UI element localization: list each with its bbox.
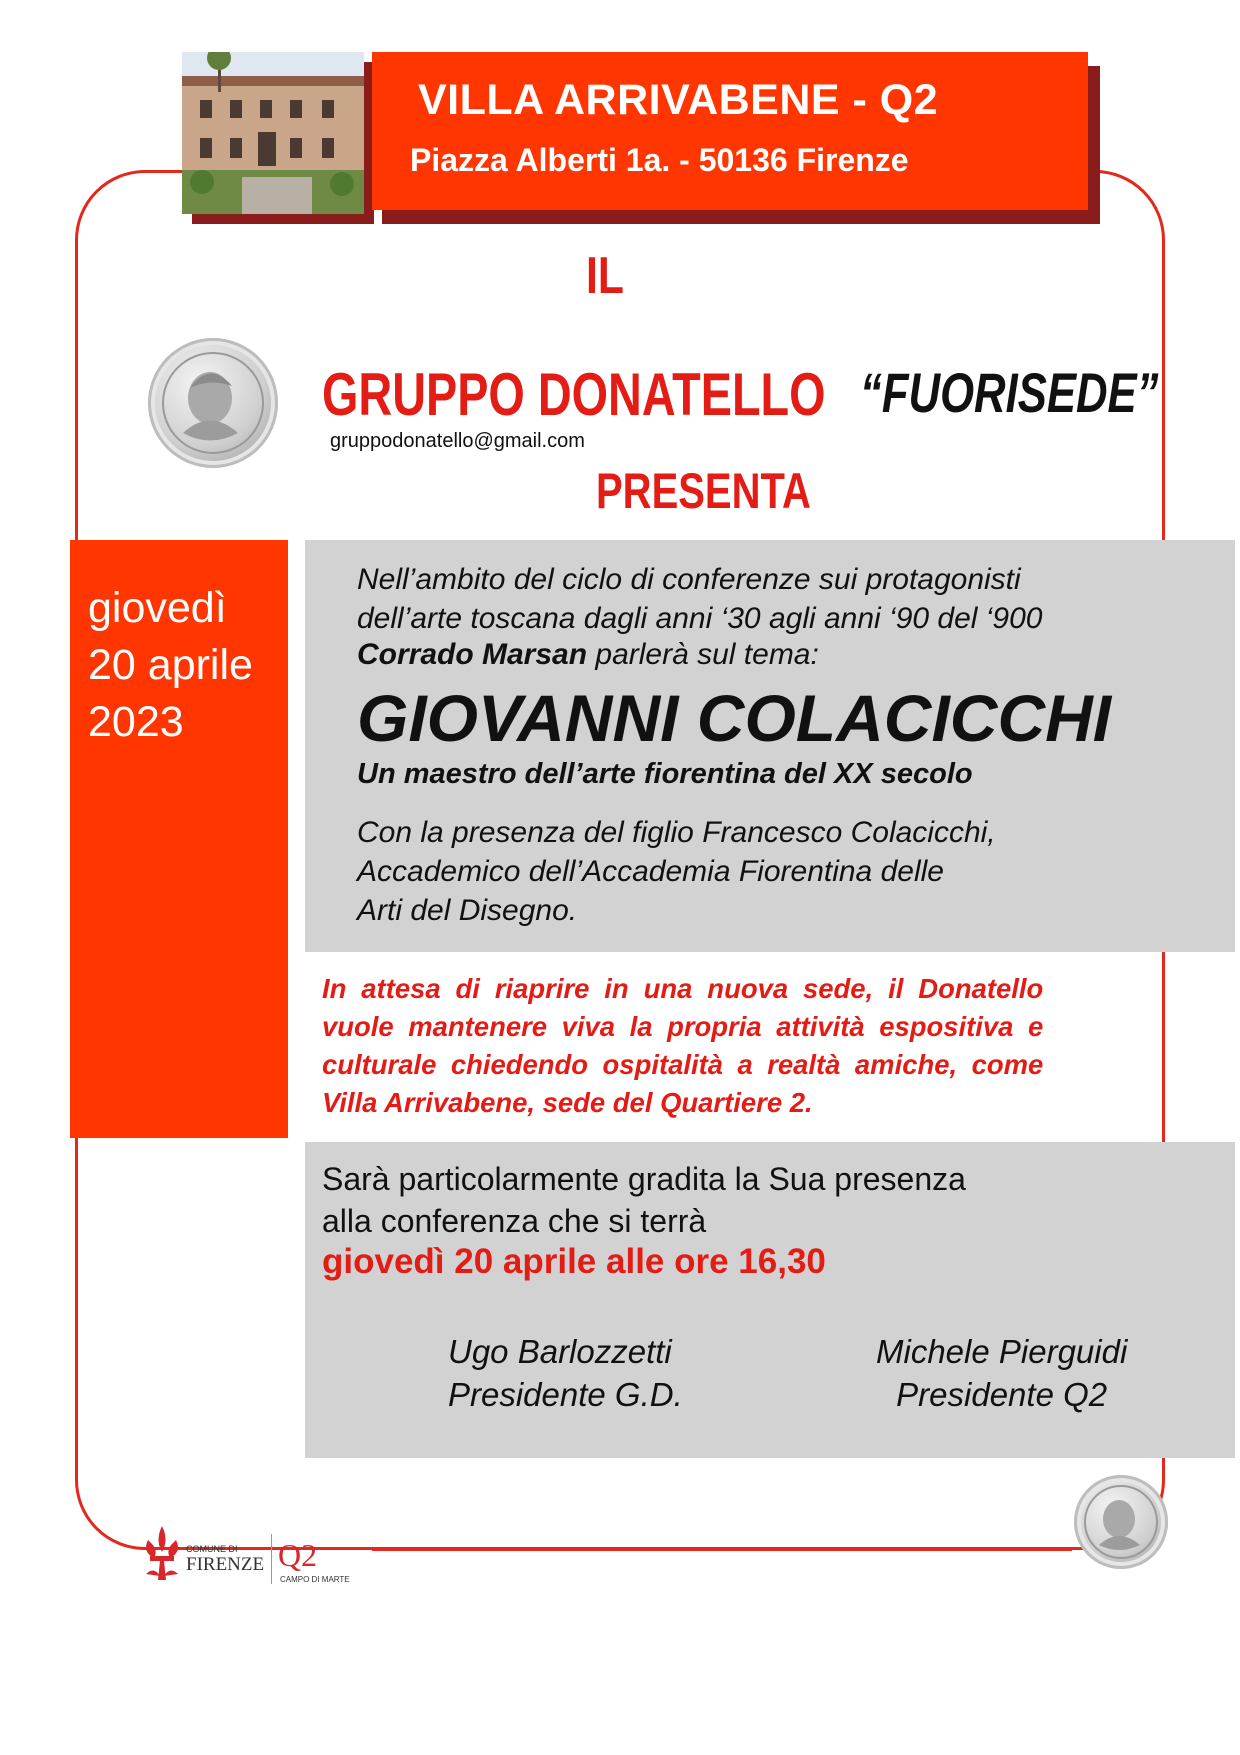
date-year: 2023 [88, 698, 184, 746]
speaker-line [357, 638, 819, 672]
comune-big: FIRENZE [186, 1554, 265, 1575]
footer-rule [372, 1548, 1072, 1551]
event-time: giovedì 20 aprile alle ore 16,30 [322, 1242, 826, 1281]
signature-q2 [876, 1330, 1127, 1416]
heading-il: IL [586, 247, 624, 305]
contact-email[interactable]: gruppodonatello@gmail.com [330, 430, 585, 452]
guest-presence [357, 813, 996, 930]
invite-line: alla conferenza che si terrà [322, 1203, 707, 1239]
conference-intro [357, 560, 1043, 638]
conference-subtitle: Un maestro dell’arte fiorentina del XX secolo [357, 758, 973, 790]
intro-line: Nell’ambito del ciclo di conferenze sui protagonisti [357, 563, 1021, 596]
invite-line: Sarà particolarmente gradita la Sua presenza [322, 1161, 966, 1197]
comune-small: COMUNE DI [186, 1544, 238, 1554]
q2-logo: Q2 [278, 1537, 318, 1573]
presence-line: Con la presenza del figlio Francesco Colacicchi, [357, 816, 996, 849]
footer-logos [140, 1522, 380, 1588]
donatello-medal-icon [148, 338, 278, 468]
conference-title: GIOVANNI COLACICCHI [357, 681, 1112, 755]
group-name: GRUPPO DONATELLO [322, 361, 826, 428]
presence-line: Accademico dell’Accademia Fiorentina delle [357, 855, 944, 888]
signature-name: Ugo Barlozzetti [448, 1333, 672, 1370]
venue-address: Piazza Alberti 1a. - 50136 Firenze [410, 142, 909, 178]
signature-role: Presidente Q2 [896, 1376, 1108, 1413]
date-day: giovedì [88, 584, 227, 632]
speaker-rest: parlerà sul tema: [587, 638, 819, 671]
speaker-name: Corrado Marsan [357, 638, 588, 671]
heading-presenta: PRESENTA [596, 463, 811, 519]
presence-line: Arti del Disegno. [357, 894, 578, 927]
notice-text: In attesa di riaprire in una nuova sede, il Donatello vuole mantenere viva la propria attività espositiva e culturale chiedendo ospitalità a realtà amiche, come Villa Arrivabene, sede del Quartiere 2. [322, 973, 1044, 1118]
date-month: 20 aprile [88, 641, 253, 689]
venue-title: VILLA ARRIVABENE - Q2 [418, 76, 939, 124]
header-banner [372, 52, 1088, 210]
intro-line: dell’arte toscana dagli anni ‘30 agli anni ‘90 del ‘900 [357, 602, 1043, 635]
invite-text [322, 1158, 966, 1242]
signature-role: Presidente G.D. [448, 1376, 683, 1413]
signature-name: Michele Pierguidi [876, 1333, 1128, 1370]
fleur-de-lis-icon [146, 1526, 178, 1580]
villa-photo [182, 52, 364, 214]
q2-sub: CAMPO DI MARTE [280, 1575, 350, 1584]
group-tagline: “FUORISEDE” [860, 361, 1159, 424]
signature-gd [448, 1330, 683, 1416]
donatello-medal-small-icon [1074, 1475, 1168, 1569]
event-date [88, 580, 253, 751]
